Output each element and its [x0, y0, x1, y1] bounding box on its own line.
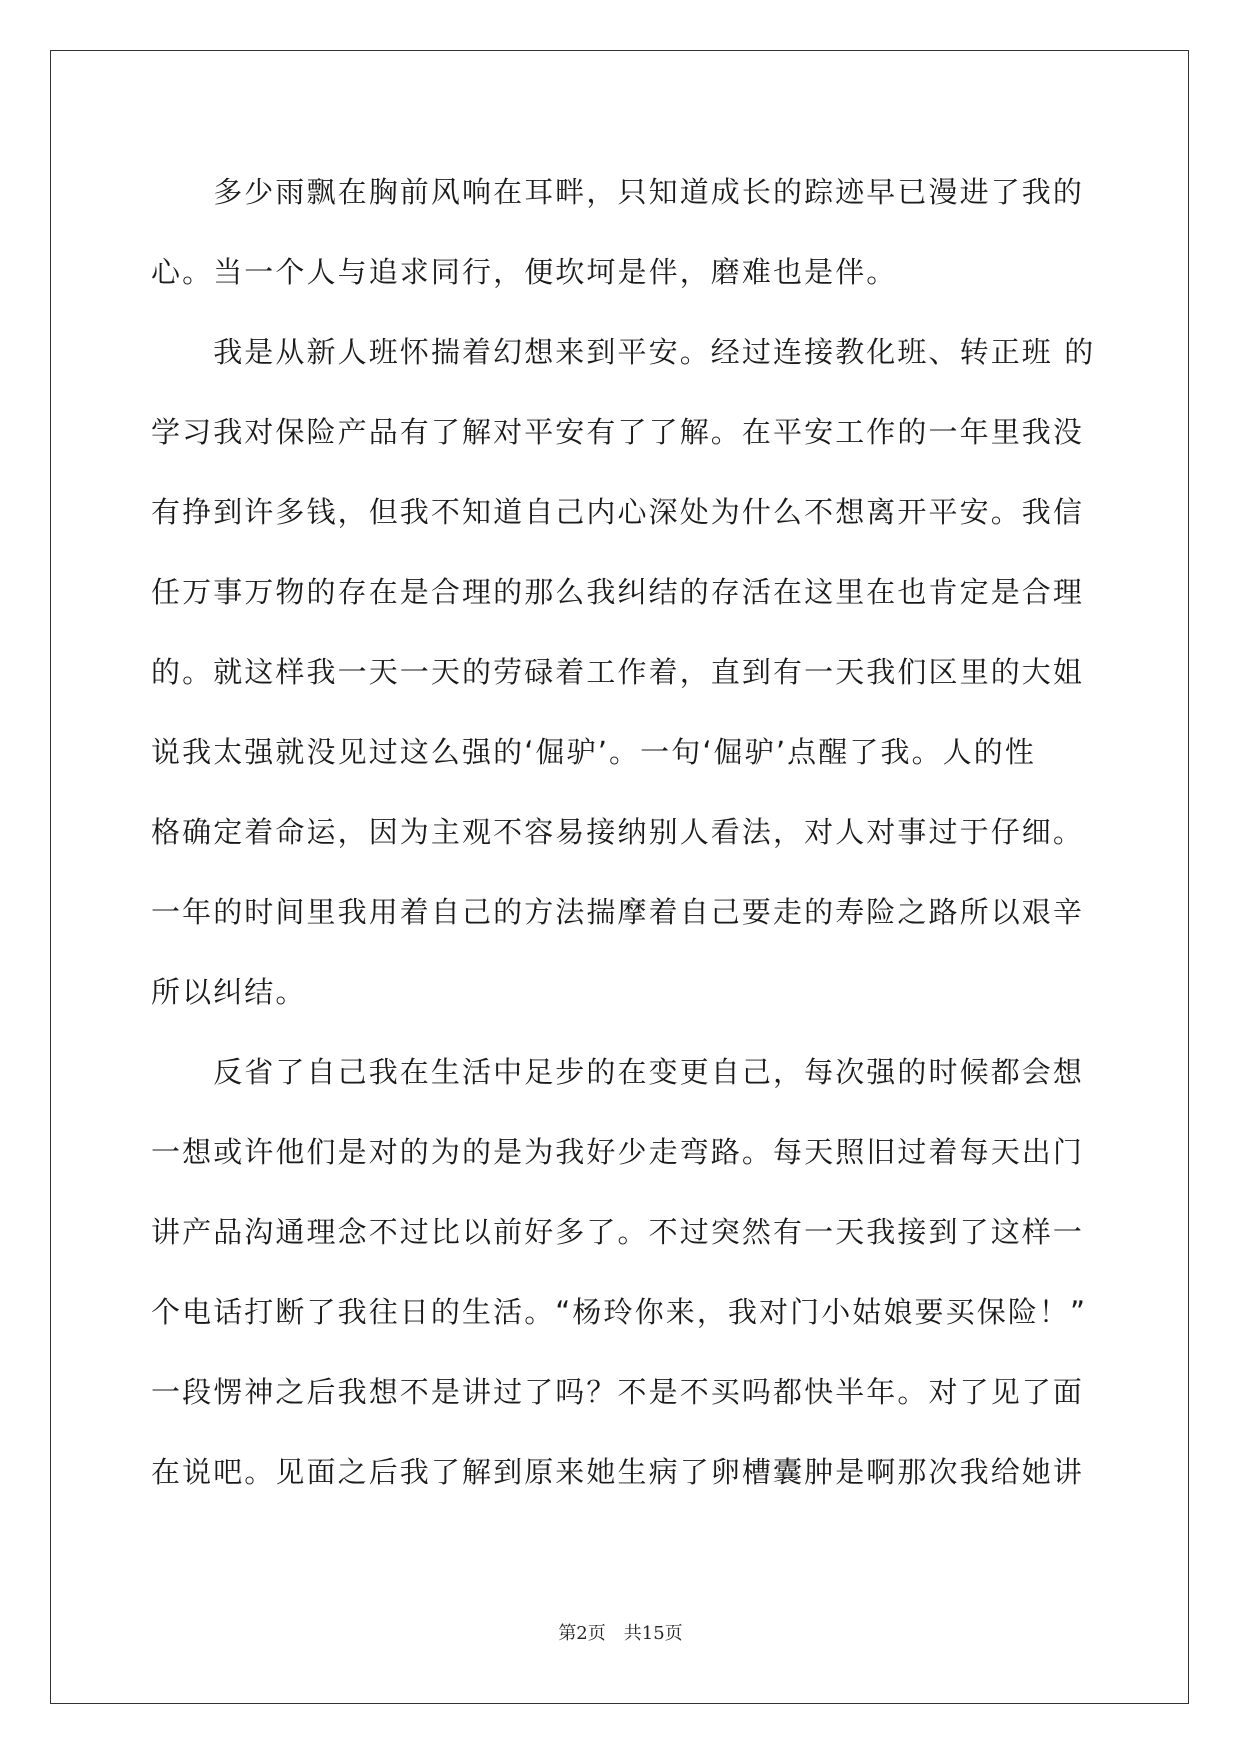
text-line: 说我太强就没见过这么强的‘倔驴’。一句‘倔驴’点醒了我。人的性 — [151, 735, 1036, 769]
text-line: 一年的时间里我用着自己的方法揣摩着自己要走的寿险之路所以艰辛 — [151, 895, 1085, 929]
text-line: 讲产品沟通理念不过比以前好多了。不过突然有一天我接到了这样一 — [151, 1215, 1085, 1249]
text-line: 有挣到许多钱，但我不知道自己内心深处为什么不想离开平安。我信 — [151, 495, 1085, 529]
text-line: 反省了自己我在生活中足步的在变更自己，每次强的时候都会想 — [151, 1055, 1085, 1089]
text-line: 的。就这样我一天一天的劳碌着工作着，直到有一天我们区里的大姐 — [151, 655, 1085, 689]
text-line: 任万事万物的存在是合理的那么我纠结的存活在这里在也肯定是合理 — [151, 575, 1085, 609]
text-line: 所以纠结。 — [151, 975, 307, 1009]
text-line: 一想或许他们是对的为的是为我好少走弯路。每天照旧过着每天出门 — [151, 1135, 1085, 1169]
text-line: 我是从新人班怀揣着幻想来到平安。经过连接教化班、转正班 的 — [151, 335, 1096, 369]
text-line: 格确定着命运，因为主观不容易接纳别人看法，对人对事过于仔细。 — [151, 815, 1085, 849]
text-line: 一段愣神之后我想不是讲过了吗？不是不买吗都快半年。对了见了面 — [151, 1375, 1085, 1409]
text-line: 个电话打断了我往日的生活。“杨玲你来，我对门小姑娘要买保险！” — [151, 1295, 1088, 1329]
text-line: 在说吧。见面之后我了解到原来她生病了卵槽囊肿是啊那次我给她讲 — [151, 1455, 1085, 1489]
text-line: 心。当一个人与追求同行，便坎坷是伴，磨难也是伴。 — [151, 255, 898, 289]
text-line: 学习我对保险产品有了解对平安有了了解。在平安工作的一年里我没 — [151, 415, 1085, 449]
page-number: 第2页 共15页 — [558, 1623, 683, 1644]
text-line: 多少雨飘在胸前风响在耳畔，只知道成长的踪迹早已漫进了我的 — [151, 175, 1085, 209]
